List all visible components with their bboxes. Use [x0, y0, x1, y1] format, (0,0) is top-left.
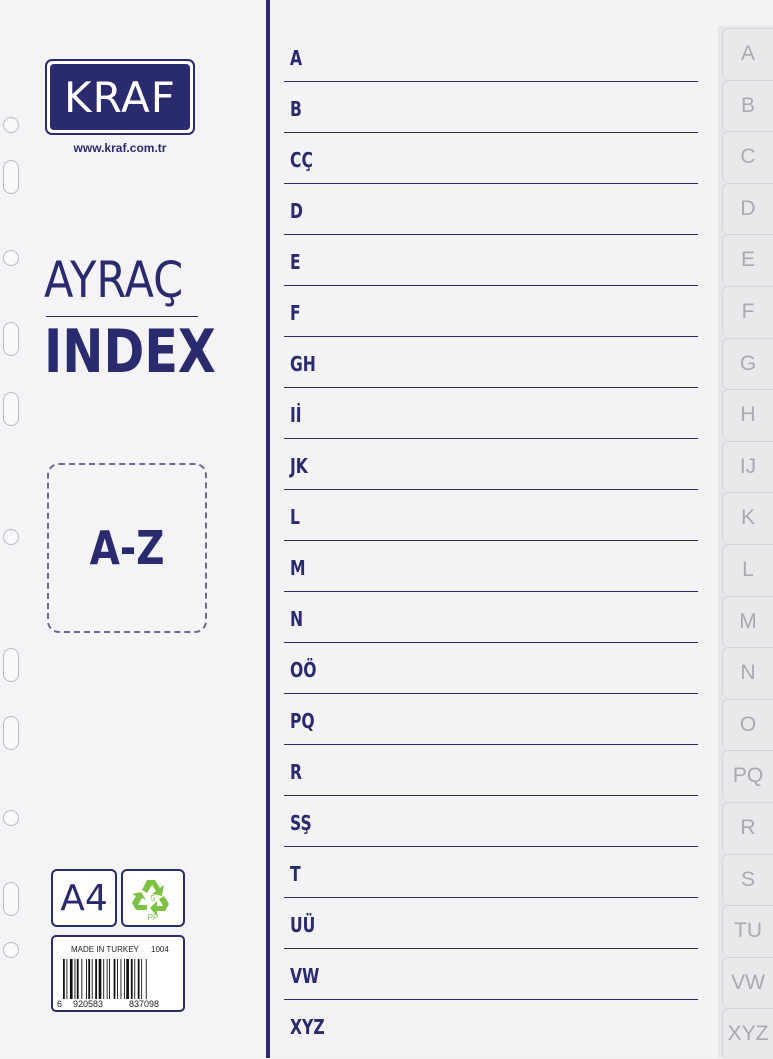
barcode-label	[51, 935, 185, 1012]
index-row-label: UÜ	[290, 913, 316, 937]
punch-hole	[3, 160, 19, 194]
title-english: INDEX	[44, 317, 216, 387]
recycle-badge	[121, 869, 185, 927]
barcode-bar	[117, 959, 118, 999]
tab-9[interactable]: K	[722, 492, 773, 543]
index-row-label: E	[290, 250, 301, 274]
barcode-bar	[109, 959, 110, 999]
cover-spine-line	[266, 0, 270, 1058]
title-turkish: AYRAÇ	[44, 251, 184, 309]
punch-hole	[3, 882, 19, 916]
tab-6[interactable]: G	[722, 338, 773, 389]
index-row	[284, 388, 698, 439]
index-row-label: VW	[290, 964, 320, 988]
barcode-bar	[134, 959, 135, 999]
index-row	[284, 235, 698, 286]
index-row	[284, 439, 698, 490]
index-row	[284, 337, 698, 388]
barcode-bar	[121, 959, 122, 999]
index-row	[284, 31, 698, 82]
tab-10[interactable]: L	[722, 544, 773, 595]
index-row	[284, 82, 698, 133]
punch-hole	[3, 648, 19, 682]
punch-hole	[3, 250, 19, 266]
tab-3[interactable]: D	[722, 183, 773, 234]
tab-17[interactable]: TU	[722, 905, 773, 956]
website-url: www.kraf.com.tr	[73, 141, 167, 155]
barcode-bar	[138, 959, 140, 999]
tab-13[interactable]: O	[722, 699, 773, 750]
index-row-label: XYZ	[290, 1015, 325, 1039]
index-row	[284, 541, 698, 592]
barcode-bar	[126, 959, 129, 999]
index-row-label: F	[290, 301, 301, 325]
barcode-digit-prefix: 6	[57, 999, 63, 1009]
tab-0[interactable]: A	[722, 28, 773, 79]
index-row	[284, 643, 698, 694]
punch-hole	[3, 117, 19, 133]
recycle-icon	[127, 874, 179, 922]
barcode-bar	[99, 959, 102, 999]
index-row	[284, 694, 698, 745]
index-row	[284, 745, 698, 796]
barcode-bar	[88, 959, 90, 999]
index-row	[284, 847, 698, 898]
tab-7[interactable]: H	[722, 389, 773, 440]
label-window	[47, 463, 207, 633]
tab-19[interactable]: XYZ	[722, 1008, 773, 1059]
barcode-bar	[95, 959, 97, 999]
index-row-label: CÇ	[290, 148, 313, 172]
barcode-bar	[107, 959, 108, 999]
tab-strip	[718, 26, 773, 1058]
barcode-bar	[124, 959, 125, 999]
punch-hole	[3, 322, 19, 356]
tab-11[interactable]: M	[722, 596, 773, 647]
barcode-bar	[114, 959, 116, 999]
index-row-label: SŞ	[290, 811, 312, 835]
tab-1[interactable]: B	[722, 80, 773, 131]
recycle-material: PP	[147, 913, 159, 922]
barcode-bar	[70, 959, 73, 999]
index-row-label: T	[290, 862, 301, 886]
range-label: A-Z	[89, 521, 165, 575]
index-row-label: D	[290, 199, 303, 223]
barcode-bar	[63, 959, 65, 999]
cover-panel	[0, 0, 268, 1058]
made-in-text: MADE IN TURKEY	[71, 945, 139, 954]
punch-hole	[3, 810, 19, 826]
tab-15[interactable]: R	[722, 802, 773, 853]
paper-size-text: A4	[60, 877, 108, 919]
barcode-bar	[92, 959, 93, 999]
tab-8[interactable]: IJ	[722, 441, 773, 492]
index-row-label: JK	[290, 454, 308, 478]
index-row	[284, 184, 698, 235]
index-row-label: B	[290, 97, 302, 121]
index-row-label: A	[290, 46, 303, 70]
index-row-label: Iİ	[290, 403, 302, 427]
index-row	[284, 1000, 698, 1051]
barcode-bar	[86, 959, 87, 999]
barcode-bar	[103, 959, 104, 999]
index-row	[284, 133, 698, 184]
punch-hole	[3, 942, 19, 958]
paper-size-badge	[51, 869, 117, 927]
index-row	[284, 592, 698, 643]
barcode-bar	[75, 959, 76, 999]
brand-logo	[45, 59, 195, 135]
index-row	[284, 286, 698, 337]
barcode-bar	[77, 959, 79, 999]
index-row-label: L	[290, 505, 300, 529]
index-row	[284, 949, 698, 1000]
index-row-label: R	[290, 760, 303, 784]
barcode-digit-left: 920583	[73, 999, 104, 1009]
index-row	[284, 898, 698, 949]
tab-5[interactable]: F	[722, 286, 773, 337]
product-code: 1004	[151, 945, 169, 954]
tab-2[interactable]: C	[722, 131, 773, 182]
punch-hole	[3, 392, 19, 426]
barcode-bars	[63, 959, 179, 999]
index-row-label: PQ	[290, 709, 315, 733]
tab-14[interactable]: PQ	[722, 750, 773, 801]
barcode-bar	[66, 959, 67, 999]
index-row	[284, 796, 698, 847]
barcode-bar	[131, 959, 133, 999]
tab-12[interactable]: N	[722, 647, 773, 698]
barcode-bar	[141, 959, 142, 999]
index-row	[284, 490, 698, 541]
index-row-label: M	[290, 556, 306, 580]
tab-4[interactable]: E	[722, 234, 773, 285]
recycle-code: 5	[150, 894, 156, 903]
punch-hole	[3, 529, 19, 545]
barcode-bar	[146, 959, 147, 999]
barcode-digit-right: 837098	[129, 999, 160, 1009]
index-row-label: N	[290, 607, 304, 631]
index-row-label: GH	[290, 352, 316, 376]
index-row-label: OÖ	[290, 658, 317, 682]
barcode-bar	[81, 959, 82, 999]
punch-hole	[3, 716, 19, 750]
tab-16[interactable]: S	[722, 854, 773, 905]
tab-18[interactable]: VW	[722, 957, 773, 1008]
brand-logo-text: KRAF	[64, 72, 176, 122]
